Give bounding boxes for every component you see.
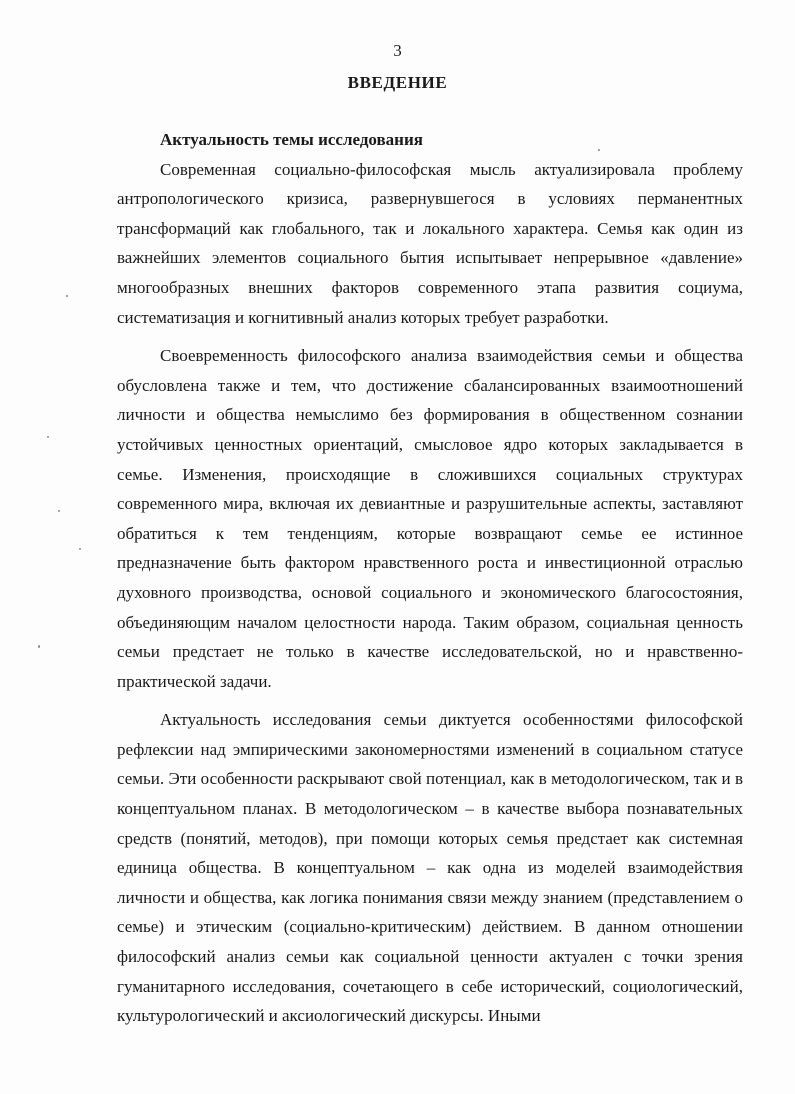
scan-speck <box>47 436 49 438</box>
page-number: 3 <box>393 41 402 60</box>
scan-speck <box>38 645 40 648</box>
scan-speck <box>79 548 81 550</box>
scan-speck <box>58 510 60 512</box>
scan-speck <box>66 295 68 297</box>
scan-speck <box>598 149 600 151</box>
paragraph: Современная социально-философская мысль актуализировала проблему антропологического кризиса, развернувшегося в условиях перманентных трансформаций как глобального, так и локального характера. Семья как один из важнейших элементов социального бытия испытывает непрерывное «давление» многообразных внешних факторов современного этапа развития социума, систематизация и когнитивный анализ которых требует разработки. <box>117 159 743 327</box>
paragraph: Своевременность философского анализа взаимодействия семьи и общества обусловлена также и тем, что достижение сбалансированных взаимоотношений личности и общества немыслимо без формирования в общественном сознании устойчивых ценностных ориентаций, смысловое ядро которых закладывается в семье. Изменения, происходящие в сложившихся социальных структурах современного мира, включая их девиантные и разрушительные аспекты, заставляют обратиться к тем тенденциям, которые возвращают семье ее истинное предназначение быть фактором нравственного роста и инвестиционной отраслью духовного производства, основой социального и экономического благосостояния, объединяющим началом целостности народа. Таким образом, социальная ценность семьи предстает не только в качестве исследовательской, но и нравственно-практической задачи. <box>117 346 743 691</box>
document-body <box>117 125 743 1031</box>
section-heading: Актуальность темы исследования <box>160 130 423 149</box>
page-title: ВВЕДЕНИЕ <box>347 73 448 92</box>
paragraph: Актуальность исследования семьи диктуется особенностями философской рефлексии над эмпирическими закономерностями изменений в социальном статусе семьи. Эти особенности раскрывают свой потенциал, как в методологическом, так и в концептуальном планах. В методологическом – в качестве выбора познавательных средств (понятий, методов), при помощи которых семья предстает как системная единица общества. В концептуальном – как одна из моделей взаимодействия личности и общества, как логика понимания связи между знанием (представлением о семье) и этическим (социально-критическим) действием. В данном отношении философский анализ семьи как социальной ценности актуален с точки зрения гуманитарного исследования, сочетающего в себе исторический, социологический, культурологический и аксиологический дискурсы. Иными <box>117 710 743 1026</box>
